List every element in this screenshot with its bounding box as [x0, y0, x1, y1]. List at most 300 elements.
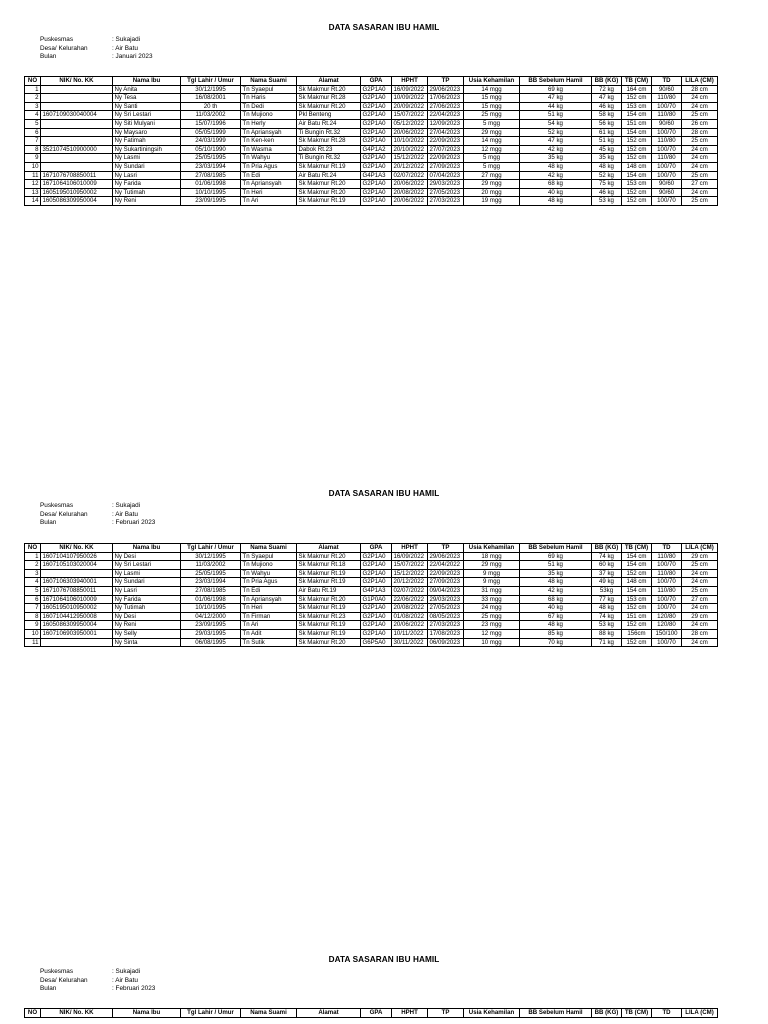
table-cell: 25 mgg [464, 111, 520, 120]
table-cell: G2P1A0 [361, 128, 392, 137]
table-cell: Ny Tutimah [113, 604, 181, 613]
table-cell: 1671076708850011 [41, 586, 113, 595]
table-cell: 71 kg [592, 638, 622, 647]
table-cell: 152 cm [622, 137, 652, 146]
table-cell: 3 [25, 102, 41, 111]
table-cell: 28 cm [682, 85, 718, 94]
table-header-cell: TD [652, 1009, 682, 1018]
table-cell: 30/11/2022 [392, 638, 428, 647]
table-header-cell: BB (KG) [592, 77, 622, 86]
table-cell: 24 cm [682, 154, 718, 163]
table-cell: 24 cm [682, 102, 718, 111]
table-cell: 20/06/2022 [392, 197, 428, 206]
table-cell: 28 cm [682, 629, 718, 638]
table-cell: Ny Selly [113, 629, 181, 638]
table-cell: 90/60 [652, 188, 682, 197]
table-cell: 24 cm [682, 94, 718, 103]
table-cell: 27/09/2023 [428, 162, 464, 171]
table-cell: G2P1A0 [361, 180, 392, 189]
table-cell: 22/09/2023 [428, 569, 464, 578]
table-cell: 24 cm [682, 188, 718, 197]
table-cell: Ny Sri Lestari [113, 561, 181, 570]
table-cell: 27 mgg [464, 171, 520, 180]
table-cell: Ny Lasmi [113, 154, 181, 163]
table-cell: 100/70 [652, 638, 682, 647]
table-cell: 61 kg [592, 128, 622, 137]
table-cell [41, 85, 113, 94]
table-cell: Ny Farida [113, 595, 181, 604]
table-cell: G2P1A0 [361, 578, 392, 587]
table-cell: 120/80 [652, 612, 682, 621]
table-cell: 67 kg [520, 612, 592, 621]
table-row [25, 111, 718, 120]
table-cell: 5 [25, 586, 41, 595]
table-cell: 110/80 [652, 137, 682, 146]
table-header-cell: Tgl Lahir / Umur [181, 77, 241, 86]
table-cell: 29 cm [682, 612, 718, 621]
table-cell: 25 cm [682, 561, 718, 570]
table-cell: 154 cm [622, 128, 652, 137]
table-header-cell: BB (KG) [592, 544, 622, 553]
table-cell: 23/03/1994 [181, 162, 241, 171]
table-cell: 27/09/2023 [428, 578, 464, 587]
table-cell: 11/03/2002 [181, 111, 241, 120]
table-cell: Tn Edi [241, 586, 297, 595]
table-cell: 25 cm [682, 197, 718, 206]
table-cell: 31 mgg [464, 586, 520, 595]
meta-value-desa: : Air Batu [112, 976, 138, 984]
table-cell: 90/60 [652, 119, 682, 128]
table-cell: 15 mgg [464, 94, 520, 103]
table-cell: 110/80 [652, 111, 682, 120]
table-header-cell: Alamat [297, 77, 361, 86]
table-cell: Ny Tesa [113, 94, 181, 103]
table-cell: 154 cm [622, 586, 652, 595]
table-cell [41, 94, 113, 103]
table-cell: 100/70 [652, 604, 682, 613]
table-cell: 17/08/2023 [428, 629, 464, 638]
table-cell: 01/08/2022 [392, 612, 428, 621]
table-cell: 14 mgg [464, 137, 520, 146]
table-cell: 20/09/2022 [392, 102, 428, 111]
table-cell: Tn Dedi [241, 102, 297, 111]
table-cell: 6 [25, 128, 41, 137]
table-cell: G2P1A0 [361, 119, 392, 128]
table-cell: 22/09/2023 [428, 137, 464, 146]
table-cell: Ny Sinta [113, 638, 181, 647]
meta-label-bulan: Bulan [40, 519, 57, 526]
table-cell: 68 kg [520, 595, 592, 604]
table-cell: Air Batu Rt.24 [297, 119, 361, 128]
table-cell: 23 mgg [464, 621, 520, 630]
meta-label-puskesmas: Puskesmas [40, 36, 74, 43]
table-header-row [25, 544, 718, 553]
meta-label-desa: Desa/ Kelurahan [40, 510, 88, 518]
table-header-cell: TD [652, 77, 682, 86]
table-cell: 52 kg [520, 128, 592, 137]
table-cell: 3521074510900000 [41, 145, 113, 154]
table-cell: 9 mgg [464, 578, 520, 587]
table-cell: G4P1A2 [361, 145, 392, 154]
table-cell: 154 cm [622, 171, 652, 180]
table-cell: 56 kg [592, 119, 622, 128]
table-header-cell: TB (CM) [622, 1009, 652, 1018]
table-cell: 20/10/2022 [392, 145, 428, 154]
table-cell: 153 cm [622, 595, 652, 604]
table-cell: 8 [25, 612, 41, 621]
table-cell: 20/06/2022 [392, 180, 428, 189]
table-cell: G2P1A0 [361, 111, 392, 120]
table-cell: 15/07/2022 [392, 561, 428, 570]
table-cell: Sk Makmur Rt.19 [297, 629, 361, 638]
table-cell: Tn Syaepul [241, 552, 297, 561]
table-cell: G2P1A0 [361, 621, 392, 630]
table-cell: 24 cm [682, 569, 718, 578]
table-cell: 27/05/2023 [428, 188, 464, 197]
table-header-cell: NIK/ No. KK [41, 544, 113, 553]
table-cell: 51 kg [592, 137, 622, 146]
table-cell: 53kg [592, 586, 622, 595]
table-cell: 23/09/1995 [181, 621, 241, 630]
table-cell: G2P1A0 [361, 85, 392, 94]
table-cell: 100/70 [652, 561, 682, 570]
table-cell [41, 569, 113, 578]
table-cell: 44 kg [520, 102, 592, 111]
table-cell: G2P1A0 [361, 102, 392, 111]
table-cell: G2P1A0 [361, 604, 392, 613]
table-header-cell: Nama Suami [241, 77, 297, 86]
table-cell: Tn Herly [241, 119, 297, 128]
table-row [25, 162, 718, 171]
table-cell: 20/08/2022 [392, 604, 428, 613]
table-cell: 29 mgg [464, 561, 520, 570]
table-cell: G4P1A3 [361, 586, 392, 595]
table-cell: 09/04/2023 [428, 586, 464, 595]
table-cell: 2 [25, 561, 41, 570]
table-cell: 27/08/1985 [181, 171, 241, 180]
table-cell [41, 119, 113, 128]
table-header-cell: Usia Kehamilan [464, 544, 520, 553]
table-cell: Tn Heri [241, 604, 297, 613]
table-cell: 27/07/2023 [428, 145, 464, 154]
table-header-cell: HPHT [392, 77, 428, 86]
table-header-cell: LILA (CM) [682, 544, 718, 553]
table-header-cell: NO [25, 1009, 41, 1018]
table-cell: G2P1A0 [361, 552, 392, 561]
table-cell: Ny Farida [113, 180, 181, 189]
table-cell: 8 [25, 145, 41, 154]
table-cell: 22/04/2022 [428, 561, 464, 570]
table-header-cell: TP [428, 1009, 464, 1018]
table-cell: Ny Maysaro [113, 128, 181, 137]
table-cell: G2P1A0 [361, 612, 392, 621]
table-cell: Tn Ken-ken [241, 137, 297, 146]
data-table [24, 543, 718, 647]
table-cell: 9 [25, 154, 41, 163]
table-cell: 100/70 [652, 578, 682, 587]
table-cell: 35 kg [520, 154, 592, 163]
meta-block [40, 36, 153, 62]
table-cell: 69 kg [520, 552, 592, 561]
table-cell: Tn Adit [241, 629, 297, 638]
table-cell: 14 [25, 197, 41, 206]
meta-value-bulan: : Februari 2023 [112, 985, 156, 992]
table-cell: 151 cm [622, 119, 652, 128]
table-cell: 20/06/2022 [392, 621, 428, 630]
table-cell: 05/05/1999 [181, 128, 241, 137]
table-row [25, 578, 718, 587]
table-cell: 40 kg [520, 604, 592, 613]
table-cell: 27/03/2023 [428, 197, 464, 206]
table-cell: Ny Siti Mulyani [113, 119, 181, 128]
table-cell: 1607106903950001 [41, 629, 113, 638]
table-cell: 148 cm [622, 162, 652, 171]
table-row [25, 569, 718, 578]
table-cell: 152 cm [622, 94, 652, 103]
table-cell: Tn Apriansyah [241, 128, 297, 137]
table-cell: 5 [25, 119, 41, 128]
table-cell: 69 kg [520, 85, 592, 94]
table-cell: 14 mgg [464, 85, 520, 94]
table-cell: G2P1A0 [361, 629, 392, 638]
table-cell: 16/09/2022 [392, 85, 428, 94]
table-cell: Tn Mujiono [241, 111, 297, 120]
table-cell: 153 cm [622, 180, 652, 189]
table-cell: 77 kg [592, 595, 622, 604]
table-cell: 52 kg [592, 171, 622, 180]
table-header-cell: Nama Ibu [113, 544, 181, 553]
table-cell: 17/06/2023 [428, 94, 464, 103]
table-cell: Ny Sundari [113, 578, 181, 587]
table-cell: 24 cm [682, 638, 718, 647]
table-cell: 05/12/2022 [392, 119, 428, 128]
table-cell: Sk Makmur Rt.20 [297, 188, 361, 197]
meta-label-bulan: Bulan [40, 985, 57, 992]
table-cell: Sk Makmur Rt.20 [297, 180, 361, 189]
table-cell: Pkl Benteng [297, 111, 361, 120]
table-cell: 88 kg [592, 629, 622, 638]
table-cell: 11/03/2002 [181, 561, 241, 570]
table-cell: 24/03/1999 [181, 137, 241, 146]
table-cell: 152 cm [622, 154, 652, 163]
table-cell: 164 cm [622, 85, 652, 94]
meta-label-desa: Desa/ Kelurahan [40, 44, 88, 52]
meta-value-desa: : Air Batu [112, 44, 138, 52]
table-cell: 10/09/2022 [392, 94, 428, 103]
table-cell: 1607105103020004 [41, 561, 113, 570]
table-cell: 22/06/2022 [392, 595, 428, 604]
table-cell: 2 [25, 94, 41, 103]
meta-value-puskesmas: : Sukajadi [112, 36, 141, 43]
table-cell: 7 [25, 604, 41, 613]
table-cell: 1671076708850011 [41, 171, 113, 180]
table-header-cell: Nama Ibu [113, 1009, 181, 1018]
table-cell: 20/06/2022 [392, 128, 428, 137]
table-cell: 27 cm [682, 180, 718, 189]
table-row [25, 629, 718, 638]
table-cell: 18 mgg [464, 552, 520, 561]
table-row [25, 180, 718, 189]
table-cell: 100/70 [652, 171, 682, 180]
table-cell: 12/09/2023 [428, 119, 464, 128]
table-cell: 11 [25, 171, 41, 180]
table-cell: Tn Edi [241, 171, 297, 180]
table-cell: 148 cm [622, 578, 652, 587]
table-cell: 40 kg [520, 188, 592, 197]
table-cell: 152 cm [622, 638, 652, 647]
table-cell: Ny Anita [113, 85, 181, 94]
table-cell: Sk Makmur Rt.20 [297, 595, 361, 604]
table-cell: Ny Reni [113, 621, 181, 630]
table-cell: Ti Bungin Rt.32 [297, 128, 361, 137]
table-cell: 42 kg [520, 586, 592, 595]
table-cell: 07/04/2023 [428, 171, 464, 180]
table-cell: 10/10/2022 [392, 137, 428, 146]
table-cell [41, 162, 113, 171]
table-cell: 15 mgg [464, 102, 520, 111]
table-header-cell: Alamat [297, 1009, 361, 1018]
meta-value-desa: : Air Batu [112, 510, 138, 518]
table-cell: 10/10/1995 [181, 188, 241, 197]
meta-block [40, 502, 155, 528]
table-cell: 27 cm [682, 595, 718, 604]
table-cell: Ny Reni [113, 197, 181, 206]
table-cell: 25 cm [682, 111, 718, 120]
table-cell [41, 154, 113, 163]
meta-value-puskesmas: : Sukajadi [112, 502, 141, 509]
table-cell: G2P1A0 [361, 188, 392, 197]
table-header-cell: BB Sebelum Hamil [520, 77, 592, 86]
table-cell: 51 kg [520, 561, 592, 570]
table-cell: 1605086309950004 [41, 621, 113, 630]
table-cell: 28 cm [682, 128, 718, 137]
table-row [25, 137, 718, 146]
table-cell: 29/06/2023 [428, 85, 464, 94]
table-header-cell: GPA [361, 1009, 392, 1018]
table-cell: 24 cm [682, 621, 718, 630]
table-cell: 154 cm [622, 561, 652, 570]
table-cell: 35 kg [592, 154, 622, 163]
table-header-cell: LILA (CM) [682, 77, 718, 86]
table-row [25, 638, 718, 647]
table-cell: Sk Makmur Rt.20 [297, 85, 361, 94]
table-cell: 1607106303940001 [41, 578, 113, 587]
table-cell: 100/70 [652, 197, 682, 206]
table-cell: 29/03/2023 [428, 180, 464, 189]
table-row [25, 604, 718, 613]
table-cell: 25 cm [682, 137, 718, 146]
table-row [25, 94, 718, 103]
table-cell: G2P1A0 [361, 94, 392, 103]
table-cell: 16/09/2022 [392, 552, 428, 561]
table-cell: 46 kg [592, 102, 622, 111]
table-row [25, 621, 718, 630]
table-cell: 20/12/2022 [392, 162, 428, 171]
table-header-cell: Usia Kehamilan [464, 77, 520, 86]
table-cell: 02/07/2022 [392, 171, 428, 180]
table-cell: 02/07/2022 [392, 586, 428, 595]
table-cell: 29 mgg [464, 180, 520, 189]
table-cell: 74 kg [592, 552, 622, 561]
table-cell: 15/07/2022 [392, 111, 428, 120]
page-title: DATA SASARAN IBU HAMIL [328, 955, 440, 964]
table-cell: 15/12/2022 [392, 569, 428, 578]
table-cell: 27/03/2023 [428, 621, 464, 630]
table-cell: 15/12/2022 [392, 154, 428, 163]
table-cell: Tn Ari [241, 197, 297, 206]
table-cell: 1 [25, 552, 41, 561]
table-cell: 1605086309950004 [41, 197, 113, 206]
table-cell: Sk Makmur Rt.28 [297, 137, 361, 146]
table-cell: 10/10/1995 [181, 604, 241, 613]
table-cell: Dabok Rt.23 [297, 145, 361, 154]
table-header-cell: BB (KG) [592, 1009, 622, 1018]
table-cell: 51 kg [520, 111, 592, 120]
table-cell: Tn Wahyu [241, 569, 297, 578]
table-cell: 110/80 [652, 586, 682, 595]
table-cell: 10 mgg [464, 638, 520, 647]
table-cell: 23/09/1995 [181, 197, 241, 206]
table-cell: 33 mgg [464, 595, 520, 604]
table-row [25, 85, 718, 94]
table-cell: G2P1A0 [361, 162, 392, 171]
table-cell: 154 cm [622, 111, 652, 120]
table-cell: 68 kg [520, 180, 592, 189]
table-cell: 30/12/1995 [181, 552, 241, 561]
table-cell [41, 128, 113, 137]
table-cell: 24 cm [682, 145, 718, 154]
table-cell: 4 [25, 578, 41, 587]
table-cell: 100/70 [652, 102, 682, 111]
table-cell: 29 mgg [464, 128, 520, 137]
table-cell: 100/70 [652, 595, 682, 604]
table-cell: Tn Ari [241, 621, 297, 630]
table-cell: 04/12/2000 [181, 612, 241, 621]
table-cell: 150/100 [652, 629, 682, 638]
table-cell: 23/03/1994 [181, 578, 241, 587]
table-cell: 29/03/2023 [428, 595, 464, 604]
table-cell: 29/06/2023 [428, 552, 464, 561]
page-title: DATA SASARAN IBU HAMIL [328, 489, 440, 498]
table-cell: 48 kg [520, 162, 592, 171]
table-cell: 9 mgg [464, 569, 520, 578]
table-cell: 11 [25, 638, 41, 647]
table-cell: Ny Desi [113, 612, 181, 621]
meta-label-desa: Desa/ Kelurahan [40, 976, 88, 984]
table-cell: Sk Makmur Rt.20 [297, 102, 361, 111]
table-cell: Ny Lasmi [113, 569, 181, 578]
table-cell: 29 cm [682, 552, 718, 561]
table-cell: 7 [25, 137, 41, 146]
table-header-cell: GPA [361, 544, 392, 553]
table-row [25, 188, 718, 197]
table-cell: Tn Wahyu [241, 154, 297, 163]
table-row [25, 552, 718, 561]
table-cell: 90/60 [652, 85, 682, 94]
table-cell: 16/08/2001 [181, 94, 241, 103]
table-cell: Sk Makmur Rt.19 [297, 569, 361, 578]
table-header-cell: NO [25, 544, 41, 553]
table-row [25, 612, 718, 621]
table-cell: 47 kg [520, 94, 592, 103]
table-cell: 22/04/2023 [428, 111, 464, 120]
table-header-cell: TP [428, 77, 464, 86]
table-row [25, 171, 718, 180]
table-cell: 49 kg [592, 578, 622, 587]
table-cell: 152 cm [622, 188, 652, 197]
table-cell: 54 kg [520, 119, 592, 128]
table-cell: 152 cm [622, 197, 652, 206]
